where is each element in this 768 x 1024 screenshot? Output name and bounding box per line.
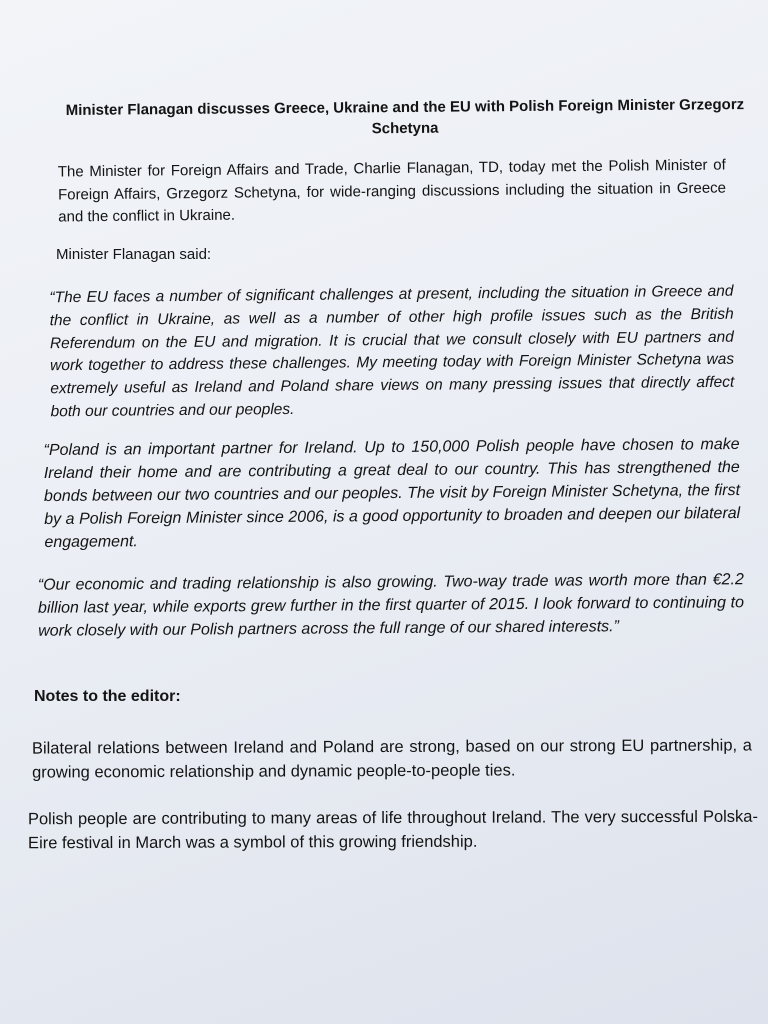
document-title: Minister Flanagan discusses Greece, Ukraine and the EU with Polish Foreign Minister Grzegorz Schetyna: [65, 96, 745, 138]
intro-paragraph: The Minister for Foreign Affairs and Trade, Charlie Flanagan, TD, today met the Polish Minister of Foreign Affairs, Grzegorz Schetyna, for wide-ranging discussions including the situation in Greece and the conflict in Ukraine.: [57, 156, 727, 226]
quote-paragraph-1: “The EU faces a number of significant challenges at present, including the situation in Greece and the conflict in Ukraine, as well as a number of other high profile issues such as the British Referendum on the EU and migration. It is crucial that we consult closely with EU partners and work together to address these challenges. My meeting today with Foreign Minister Schetyna was extremely useful as Ireland and Poland share views on many pressing issues that directly affect both our countries and our peoples.: [49, 282, 735, 421]
said-line: Minister Flanagan said:: [56, 246, 212, 263]
quote-paragraph-2: “Poland is an important partner for Ireland. Up to 150,000 Polish people have chosen to make Ireland their home and are contributing a great deal to our country. This has strengthened the bonds between our two countries and our peoples. The visit by Foreign Minister Schetyna, the first by a Polish Foreign Minister since 2006, is a good opportunity to broaden and deepen our bilateral engagement.: [43, 435, 741, 552]
note-paragraph-1: Bilateral relations between Ireland and Poland are strong, based on our strong EU partnership, a growing economic relationship and dynamic people-to-people ties.: [31, 736, 752, 782]
notes-heading: Notes to the editor:: [34, 688, 181, 705]
note-paragraph-2: Polish people are contributing to many areas of life throughout Ireland. The very successful Polska-Eire festival in March was a symbol of this growing friendship.: [27, 807, 758, 853]
quote-paragraph-3: “Our economic and trading relationship is also growing. Two-way trade was worth more than €2.2 billion last year, while exports grew further in the first quarter of 2015. I look forward to continuing to work closely with our Polish partners across the full range of our shared interests.”: [37, 571, 745, 640]
